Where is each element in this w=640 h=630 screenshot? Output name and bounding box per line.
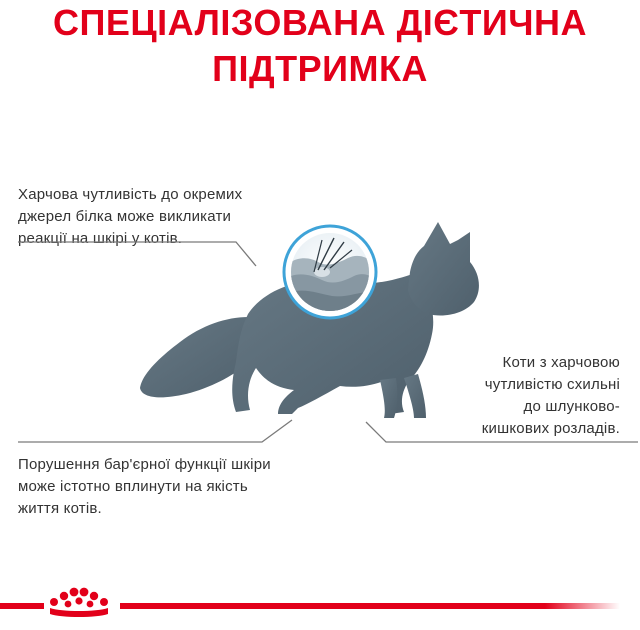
footer-line-right [120, 603, 620, 609]
title-line-1: СПЕЦІАЛІЗОВАНА ДІЄТИЧНА [52, 2, 588, 43]
leader-line-top-left [18, 242, 256, 266]
callout-line: може істотно вплинути на якість [18, 478, 248, 495]
callout-line: Харчова чутливість до окремих [18, 186, 243, 203]
callout-line: життя котів. [18, 500, 102, 517]
callout-line: Коти з харчовою [502, 354, 620, 371]
callout-line: чутливістю схильні [484, 376, 620, 393]
skin-inset [284, 226, 376, 318]
crown-logo-icon [50, 588, 108, 617]
callout-line: до шлунково- [523, 398, 620, 415]
callout-line: джерел білка може викликати [18, 208, 232, 225]
leader-line-right [366, 422, 638, 442]
callout-line: кишкових розладів. [481, 420, 620, 437]
leader-line-bottom-left [18, 420, 292, 442]
callout-line: реакції на шкірі у котів. [18, 230, 183, 247]
title-line-2: ПІДТРИМКА [212, 48, 428, 89]
callout-line: Порушення бар'єрної функції шкіри [18, 456, 271, 473]
footer-line-left [0, 603, 44, 609]
